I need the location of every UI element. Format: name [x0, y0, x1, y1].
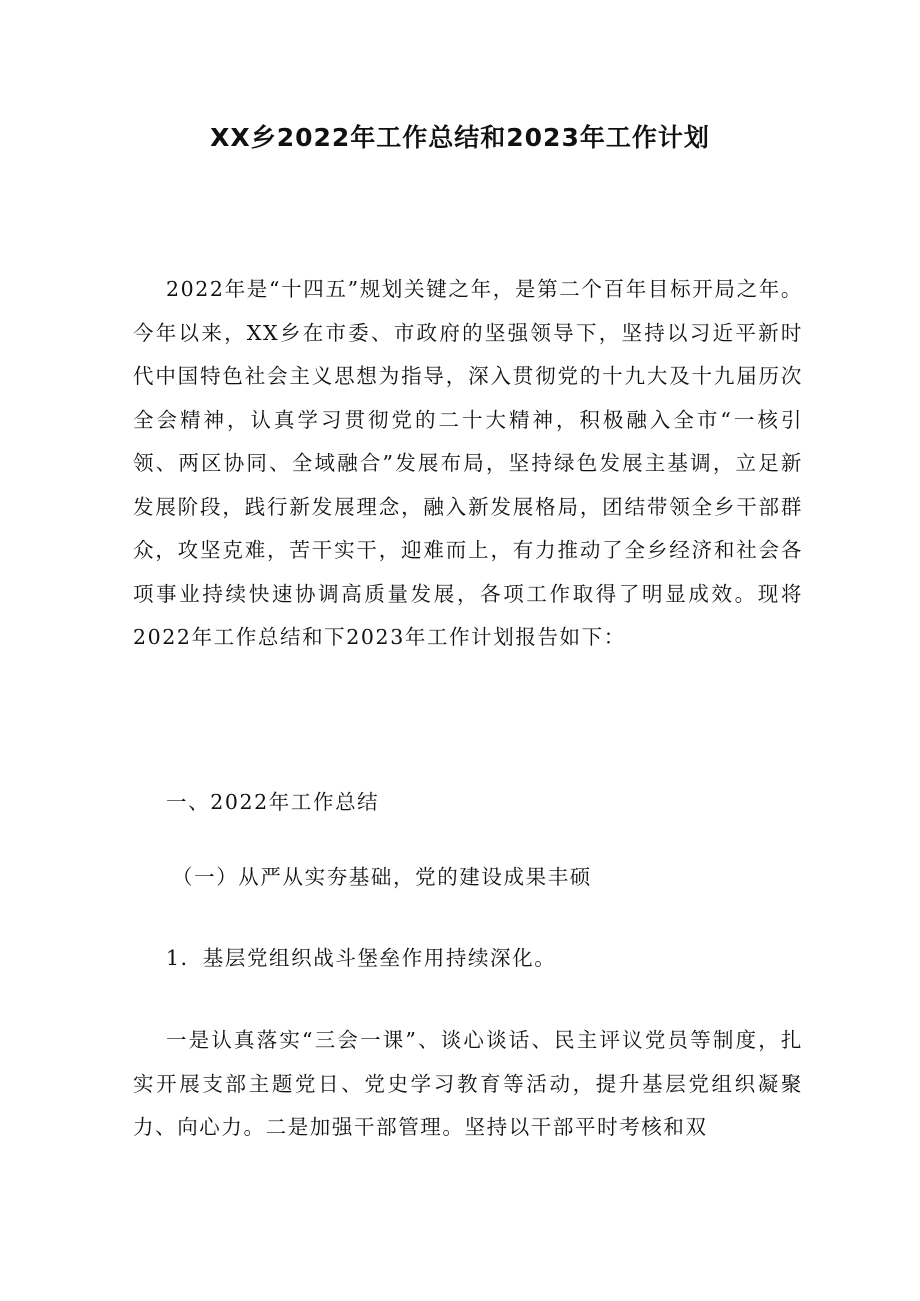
subsection-heading: （一）从严从实夯基础，党的建设成果丰硕: [172, 865, 592, 889]
item-heading: 1．基层党组织战斗堡垒作用持续深化。: [166, 946, 557, 970]
section-heading: 一、2022年工作总结: [166, 790, 380, 814]
intro-paragraph: 2022年是“十四五”规划关键之年，是第二个百年目标开局之年。今年以来，XX乡在市委、市政府的坚强领导下，坚持以习近平新时代中国特色社会主义思想为指导，深入贯彻党的十九大及十九届历次全会精神，认真学习贯彻党的二十大精神，积极融入全市“一核引领、两区协同、全域融合”发展布局，坚持绿色发展主基调，立足新发展阶段，践行新发展理念，融入新发展格局，团结带领全乡干部群众，攻坚克难，苦干实干，迎难而上，有力推动了全乡经济和社会各项事业持续快速协调高质量发展，各项工作取得了明显成效。现将2022年工作总结和下2023年工作计划报告如下：: [133, 277, 803, 649]
item-paragraph: 一是认真落实“三会一课”、谈心谈话、民主评议党员等制度，扎实开展支部主题党日、党史学习教育等活动，提升基层党组织凝聚力、向心力。二是加强干部管理。坚持以干部平时考核和双: [133, 1028, 803, 1139]
document-title: XX乡2022年工作总结和2023年工作计划: [210, 123, 710, 152]
